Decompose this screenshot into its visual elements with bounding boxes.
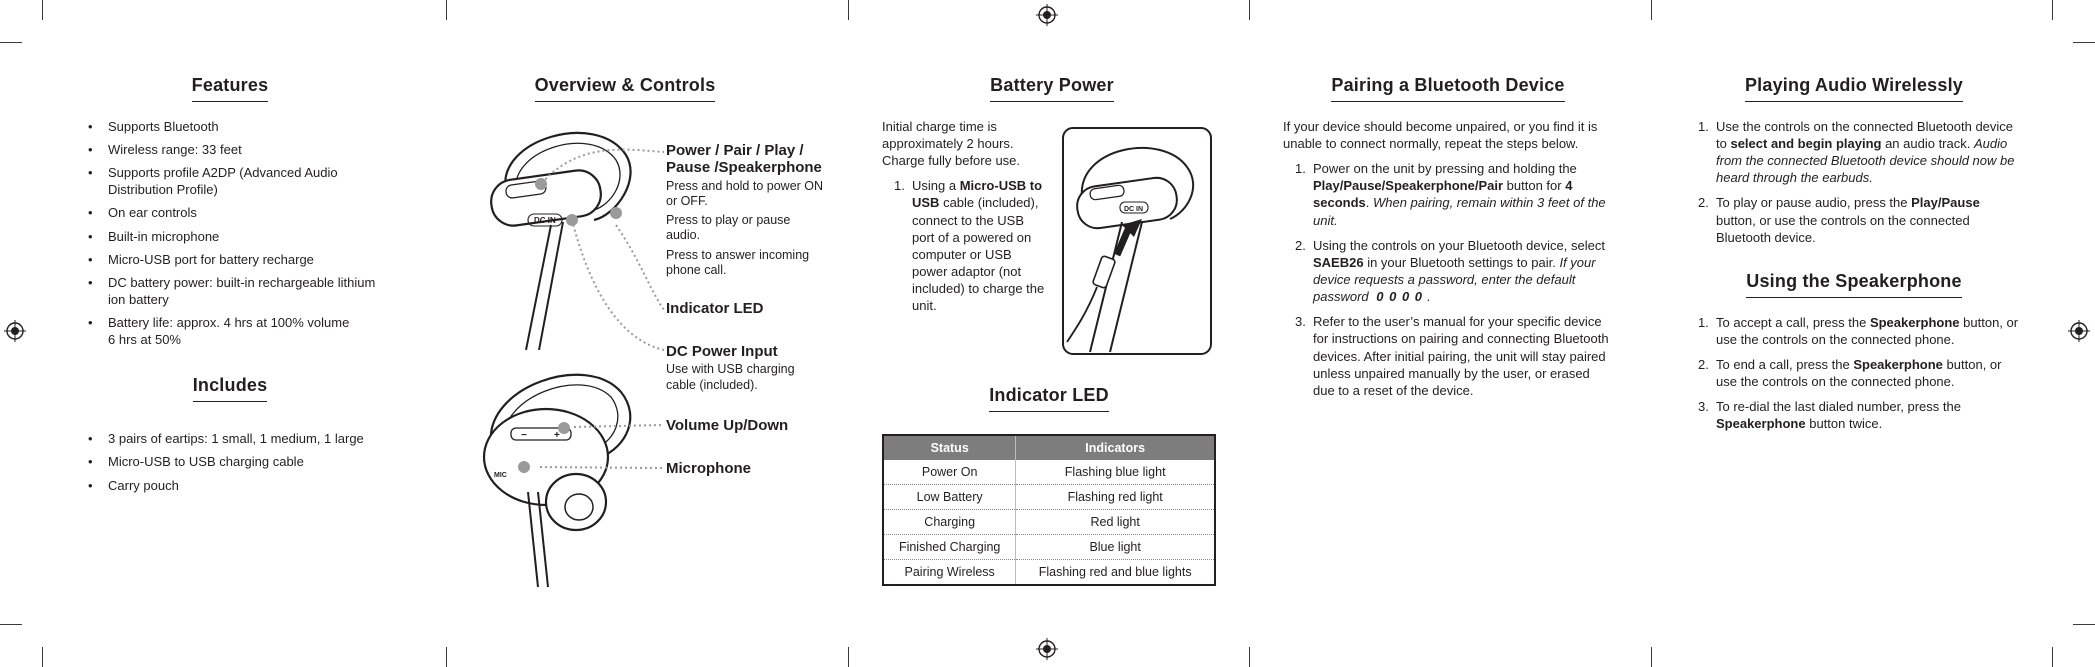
step-number: 3. <box>1698 399 1709 415</box>
list-item: • On ear controls <box>80 204 380 221</box>
step-bold: Play/Pause/Speakerphone/Pair <box>1313 178 1504 194</box>
features-heading: Features <box>80 74 380 102</box>
registration-mark-icon <box>2068 320 2090 342</box>
crop-mark <box>2052 0 2053 20</box>
list-item: • Micro-USB port for battery recharge <box>80 251 380 268</box>
step-text: in your Bluetooth settings to pair. <box>1367 254 1556 270</box>
volume-minus-label: − <box>521 430 527 441</box>
playing-step-1 <box>1686 118 2022 187</box>
step-text: button for <box>1506 178 1562 194</box>
table-header-row <box>883 435 1215 460</box>
crop-mark <box>2073 42 2095 43</box>
table-cell: Red light <box>1016 510 1215 535</box>
step-bold: Speakerphone <box>1853 356 1943 372</box>
table-cell: Low Battery <box>883 485 1016 510</box>
registration-mark-icon <box>4 320 26 342</box>
step-number: 3. <box>1295 314 1306 330</box>
crop-mark <box>0 624 22 625</box>
crop-mark <box>1249 0 1250 20</box>
table-cell: Power On <box>883 460 1016 485</box>
table-row <box>883 510 1215 535</box>
table-cell: Finished Charging <box>883 535 1016 560</box>
speaker-step <box>1686 314 2022 348</box>
step-bold: 4 seconds <box>1313 178 1573 211</box>
table-row <box>883 560 1215 586</box>
crop-mark <box>1651 0 1652 20</box>
list-item: • 3 pairs of eartips: 1 small, 1 medium, 1 large <box>80 430 380 447</box>
callout-desc: Press to play or pause audio. <box>666 213 791 243</box>
step-text: Power on the unit by pressing and holding the <box>1313 161 1577 177</box>
table-row <box>883 485 1215 510</box>
pairing-column <box>1283 74 1613 407</box>
registration-mark-icon <box>1036 4 1058 26</box>
step-number: 1. <box>1295 161 1306 177</box>
table-cell: Blue light <box>1016 535 1215 560</box>
crop-mark <box>0 42 22 43</box>
step-text: an audio track. <box>1885 135 1971 151</box>
table-cell: Flashing red and blue lights <box>1038 564 1192 579</box>
list-item: • DC battery power: built-in rechargeable lithium ion battery <box>80 274 380 308</box>
crop-mark <box>446 647 447 667</box>
table-cell: Charging <box>883 510 1016 535</box>
table-row <box>883 535 1215 560</box>
table-cell: Flashing blue light <box>1016 460 1215 485</box>
step-number: 2. <box>1295 237 1306 253</box>
step-text: button, or use the controls on the connected phone. <box>1716 314 2019 347</box>
crop-mark <box>848 647 849 667</box>
crop-mark <box>1249 647 1250 667</box>
step-bold: SAEB26 <box>1313 254 1364 270</box>
step-bold: Micro-USB to USB <box>912 178 1043 211</box>
callout-desc: Use with USB charging cable (included). <box>666 362 795 392</box>
callout-title: Indicator LED <box>666 300 764 317</box>
callout-indicator-led <box>666 300 826 317</box>
overview-heading: Overview & Controls <box>420 74 830 102</box>
speaker-heading: Using the Speakerphone <box>1686 270 2022 298</box>
volume-plus-label: + <box>554 430 560 441</box>
battery-heading: Battery Power <box>882 74 1222 102</box>
callout-desc: Press and hold to power ON or OFF. <box>666 178 824 208</box>
indicator-table <box>882 434 1216 586</box>
step-text: button twice. <box>1809 416 1883 432</box>
callout-power-pair-play <box>666 142 826 278</box>
includes-heading: Includes <box>80 374 380 402</box>
playing-step-2 <box>1686 194 2022 245</box>
pairing-intro: If your device should become unpaired, or you find it is unable to connect normally, repeat the steps below. <box>1283 118 1598 151</box>
step-italic: If your device requests a password, enter the default password <box>1313 254 1596 305</box>
indicator-heading: Indicator LED <box>882 384 1216 412</box>
playing-heading: Playing Audio Wirelessly <box>1686 74 2022 102</box>
step-text: To accept a call, press the <box>1716 314 1867 330</box>
crop-mark <box>1651 647 1652 667</box>
callout-dc-power-input <box>666 343 826 393</box>
battery-step-1 <box>882 177 1047 314</box>
speaker-steps <box>1686 314 2022 433</box>
step-number: 1. <box>1698 118 1709 134</box>
step-bold: Speakerphone <box>1869 314 1960 330</box>
pairing-step-2: 2. Using the controls on your Bluetooth device, select SAEB26 in your Bluetooth settings to pair. If your device requests a password, enter the default password 0 0 0 0 . <box>1295 237 1605 305</box>
callout-title: Microphone <box>666 460 751 477</box>
speaker-step <box>1686 398 2022 432</box>
table-row <box>883 460 1215 485</box>
dc-in-label: DC IN <box>534 216 556 225</box>
list-item-continuation: 6 hrs at 50% <box>108 332 181 348</box>
battery-intro: Initial charge time is approximately 2 hours. Charge fully before use. <box>882 118 1021 169</box>
list-item: • Battery life: approx. 4 hrs at 100% volume <box>80 314 380 331</box>
features-list <box>80 118 380 349</box>
step-italic: Audio from the connected Bluetooth device should now be heard through the earbuds. <box>1716 135 2015 186</box>
playing-column <box>1686 74 2022 441</box>
crop-mark <box>2073 624 2095 625</box>
pairing-heading: Pairing a Bluetooth Device <box>1283 74 1613 102</box>
step-text: Refer to the user’s manual for your specific device for instructions on pairing and connecting Bluetooth devices. After initial pairing, the unit will stay paired unless unpaired manually by the user, or erased due to a reset of the device. <box>1313 314 1609 398</box>
registration-mark-icon <box>1036 638 1058 660</box>
callout-desc: Press to answer incoming phone call. <box>666 247 810 277</box>
callout-leader-lines <box>540 140 670 480</box>
step-number: 2. <box>1698 356 1709 372</box>
step-text: Use the controls on the connected Bluetooth device to <box>1716 118 2014 151</box>
pairing-step-3 <box>1283 313 1613 399</box>
step-text: To play or pause audio, press the <box>1716 195 1908 211</box>
step-text: cable (included), connect to the USB port of a powered on computer or USB power adaptor (not included) to charge the unit. <box>912 195 1045 314</box>
callout-title: Power / Pair / Play / Pause /Speakerphone <box>666 142 822 177</box>
list-item: • Wireless range: 33 feet <box>80 141 380 158</box>
table-cell: Pairing Wireless <box>883 560 1016 586</box>
step-bold: select and begin playing <box>1730 135 1882 151</box>
list-item: • Supports Bluetooth <box>80 118 380 135</box>
crop-mark <box>42 0 43 20</box>
step-number: 2. <box>1698 195 1709 211</box>
step-text: button, or use the controls on the connected phone. <box>1716 356 2002 390</box>
list-item: • Supports profile A2DP (Advanced Audio Distribution Profile) <box>80 164 380 198</box>
crop-mark <box>848 0 849 20</box>
step-text: Using a <box>912 178 957 194</box>
step-number: 1. <box>1698 314 1709 330</box>
table-cell: Flashing red light <box>1016 485 1215 510</box>
features-column <box>80 74 380 500</box>
step-italic: When pairing, remain within 3 feet of the unit. <box>1313 195 1606 228</box>
default-password: 0 0 0 0 <box>1376 289 1424 305</box>
list-item: • Carry pouch <box>80 477 380 494</box>
pairing-steps <box>1283 160 1613 399</box>
includes-list <box>80 430 380 493</box>
callout-title: Volume Up/Down <box>666 417 789 434</box>
table-header: Status <box>883 435 1016 460</box>
speaker-step <box>1686 356 2022 390</box>
table-header: Indicators <box>1016 435 1215 460</box>
callout-microphone <box>666 460 826 477</box>
step-text: button, or use the controls on the connected Bluetooth device. <box>1716 212 1970 245</box>
step-text: Using the controls on your Bluetooth device, select <box>1313 237 1605 253</box>
list-item: • Built-in microphone <box>80 228 380 245</box>
step-bold: Play/Pause <box>1911 195 1980 211</box>
overview-column <box>470 74 830 118</box>
callout-title: DC Power Input <box>666 343 778 360</box>
crop-mark <box>42 647 43 667</box>
mic-label: MIC <box>494 472 507 479</box>
pairing-step-1: 1. Power on the unit by pressing and holding the Play/Pause/Speakerphone/Pair button for 4 seconds. When pairing, remain within 3 feet of the unit. <box>1295 161 1606 228</box>
crop-mark <box>446 0 447 20</box>
list-item: • Micro-USB to USB charging cable <box>80 453 380 470</box>
crop-mark <box>2052 647 2053 667</box>
step-text: To end a call, press the <box>1716 356 1850 372</box>
step-text: To re-dial the last dialed number, press the <box>1716 399 1961 415</box>
dc-in-label: DC IN <box>1124 206 1144 213</box>
charging-illustration <box>1062 127 1212 355</box>
step-bold: Speakerphone <box>1716 416 1806 432</box>
step-number: 1. <box>894 178 905 194</box>
playing-steps <box>1686 118 2022 246</box>
callout-volume-up-down <box>666 417 826 434</box>
